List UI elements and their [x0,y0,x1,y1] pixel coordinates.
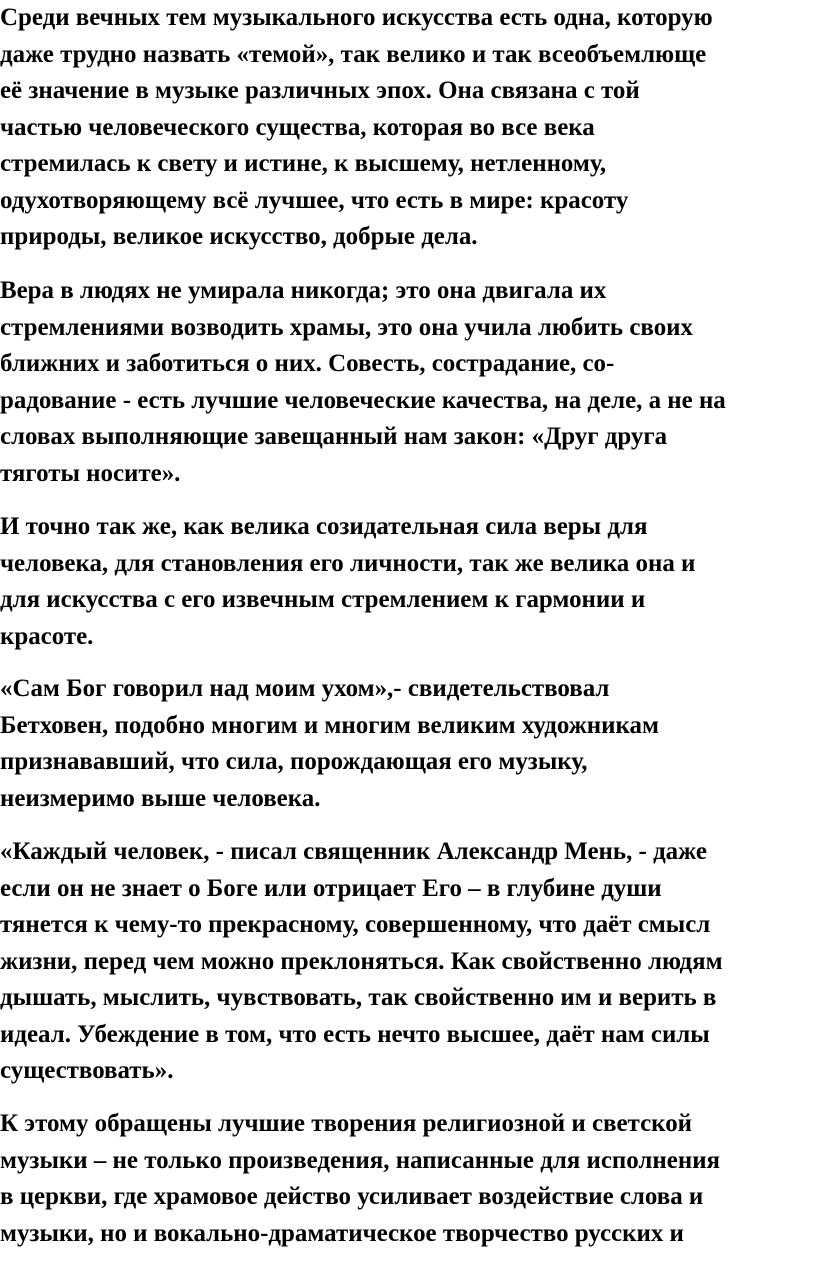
text-line: Вера в людях не умирала никогда; это она двигала их [0,277,607,304]
paragraph-6 [0,1106,816,1252]
text-line: «Сам Бог говорил над моим ухом»,- свидетельствовал [0,675,610,702]
text-line: идеал. Убеждение в том, что есть нечто высшее, даёт нам силы [0,1020,710,1048]
text-line: красоте. [0,622,94,650]
paragraph-5 [0,834,816,1090]
text-line: словах выполняющие завещанный нам закон: «Друг друга [0,423,668,450]
text-line: тяготы носите». [0,459,181,487]
text-line: тянется к чему-то прекрасному, совершенному, что даёт смысл [0,911,711,938]
text-line: музыки – не только произведения, написанные для исполнения [0,1146,721,1174]
text-line: И точно так же, как велика созидательная сила веры для [0,513,648,540]
text-line: ближних и заботиться о них. Совесть, сострадание, со- [0,350,615,377]
text-line: дышать, мыслить, чувствовать, так свойственно им и верить в [0,984,717,1011]
text-line: в церкви, где храмовое действо усиливает воздействие слова и [0,1183,704,1210]
text-line: существовать». [0,1057,174,1084]
text-line: её значение в музыке различных эпох. Она связана с той [0,77,640,104]
text-line: если он не знает о Боге или отрицает Его – в глубине души [0,874,662,902]
text-line: признававший, что сила, порождающая его музыку, [0,748,588,775]
text-line: для искусства с его извечным стремлением к гармонии и [0,586,646,613]
paragraph-1 [0,0,816,256]
paragraph-4 [0,671,816,817]
text-line: человека, для становления его личности, так же велика она и [0,549,696,577]
text-line: одухотворяющему всё лучшее, что есть в мире: красоту [0,186,629,214]
paragraph-3 [0,509,816,655]
text-line: Бетховен, подобно многим и многим великим художникам [0,711,659,739]
text-line: стремлениями возводить храмы, это она учила любить своих [0,313,693,341]
text-line: Среди вечных тем музыкального искусства есть одна, которую [0,4,713,31]
text-line: неизмеримо выше человека. [0,784,321,812]
text-line: К этому обращены лучшие творения религиозной и светской [0,1110,693,1137]
paragraph-2 [0,273,816,492]
text-line: радование - есть лучшие человеческие качества, на деле, а не на [0,386,726,414]
text-line: даже трудно назвать «темой», так велико и так всеобъемлюще [0,40,707,68]
text-line: частью человеческого существа, которая во все века [0,113,595,141]
text-line: жизни, перед чем можно преклоняться. Как свойственно людям [0,947,723,975]
text-line: стремилась к свету и истине, к высшему, нетленному, [0,150,607,177]
text-line: «Каждый человек, - писал священник Александр Мень, - даже [0,838,707,865]
text-line: природы, великое искусство, добрые дела. [0,223,478,250]
text-line: музыки, но и вокально-драматическое творчество русских и [0,1219,684,1247]
